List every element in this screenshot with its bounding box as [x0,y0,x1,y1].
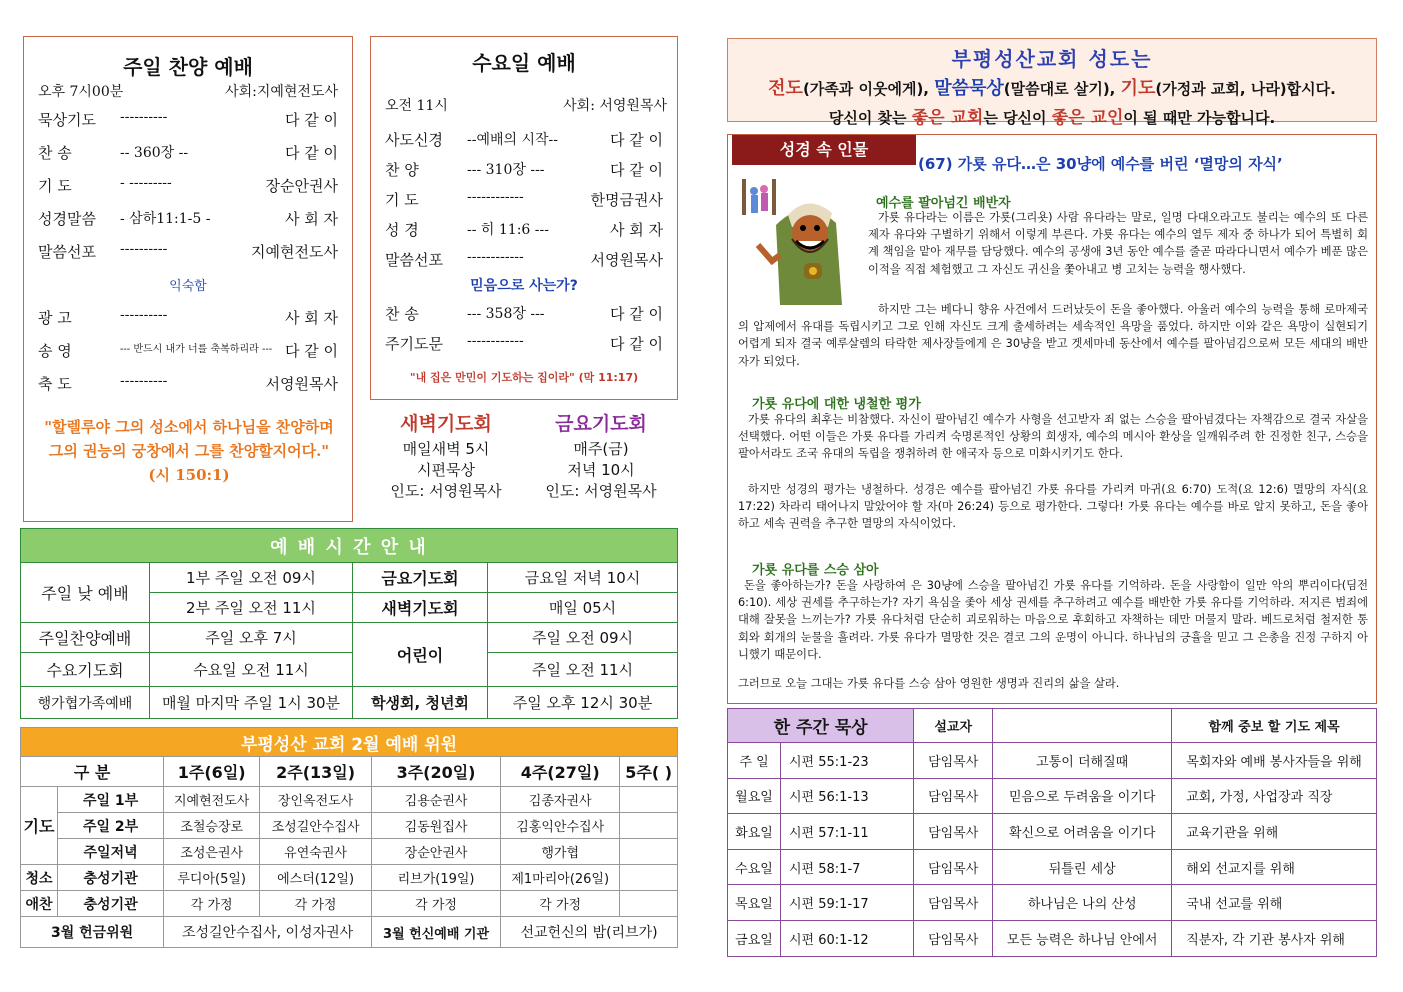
committee-cell: 김동원집사 [371,813,500,839]
weekly-passage: 시편 55:1-23 [781,743,914,779]
banner-title: 부평성산교회 성도는 [951,47,1153,71]
wednesday-box [370,36,678,400]
weekly-preacher: 담임목사 [914,885,993,921]
order-mid: ---------- [120,109,168,125]
weekly-head [993,709,1172,743]
weekly-meditation-table [727,708,1377,957]
schedule-cell: 수요일 오전 11시 [150,653,353,687]
order-label: 찬 송 [38,144,72,162]
sunday-praise-host: 사회:지예현전도사 [225,84,338,100]
order-mid: - --------- [120,175,172,191]
committee-cell: 장인옥전도사 [260,787,372,813]
friday-title: 금요기도회 [555,413,647,435]
schedule-cell: 주일찬양예배 [21,623,150,653]
bible-para-4: 하지만 성경의 평가는 냉철하다. 성경은 예수를 팔아넘긴 가룟 유다를 가리켜 마귀(요 6:70) 도적(요 12:6) 멸망의 자식(요 17:22) 차라리 태어나지 말았어야 할 자(마 26:24) 등으로 평가한다. 그렇다! 가룟 유다는 예수를 바로 알지 못하고, 돈을 좋아하고 세속 권력을 추구한 멸망의 자식이었다. [738,483,1368,531]
schedule-cell: 매월 마지막 주일 1시 30분 [150,687,353,719]
bible-para-1: 가룟 유다라는 이름은 가룟(그리욧) 사람 유다라는 말로, 일명 다대오라고도 불리는 예수의 또 다른 제자 유다와 구별하기 위해서 이렇게 부른다. 가룟 유다는 예수의 열두 제자 중 하나가 되어 특별히 회계 책임을 맡아 재무를 담당했다. 예수의 공생애 3년 동안 예수를 줄곧 따라다니면서 예수가 베푼 많은 이적을 직접 체험했고 그 자신도 귀신을 쫓아내고 병 고치는 능력을 행사했다. [868,211,1368,276]
committee-cell: 에스더(12일) [260,865,372,891]
committee-cell: 5주( ) [620,757,678,787]
committee-cell: 기도 [21,787,58,865]
order-mid: ---------- [120,241,168,257]
feb-title: 부평성산 교회 2월 예배 위원 [21,728,678,757]
schedule-cell: 주일 오후 7시 [150,623,353,653]
schedule-cell: 학생회, 청년회 [353,687,488,719]
committee-cell: 유연숙권사 [260,839,372,865]
order-who: 지예현전도사 [251,243,338,261]
order-mid: ---------- [120,373,168,389]
order-mid: --예배의 시작-- [467,132,558,148]
sunday-praise-box [23,36,353,522]
order-label: 성경말씀 [38,210,96,228]
weekly-preacher: 담임목사 [914,920,993,956]
banner-highlight: 좋은 교회 [911,108,984,128]
dawn-title: 새벽기도회 [400,413,492,435]
committee-cell: 행가협 [501,839,620,865]
church-banner [727,38,1377,128]
committee-cell: 조성길안수집사 [260,813,372,839]
weekly-day: 목요일 [728,885,781,921]
wednesday-title: 수요일 예배 [472,51,576,75]
committee-cell: 리브가(19일) [371,865,500,891]
weekly-day: 화요일 [728,814,781,850]
committee-cell: 충성기관 [58,891,164,917]
order-who: 다 같 이 [284,342,338,360]
weekly-passage: 시편 56:1-13 [781,778,914,814]
banner-text: (가족과 이웃에게), [802,80,935,98]
banner-text: (말씀대로 살기), [1003,80,1121,98]
banner-evangelism: 전도 [768,78,803,99]
wednesday-verse: "내 집은 만민이 기도하는 집이라" (막 11:17) [409,371,639,384]
bible-character-box [727,134,1377,704]
order-mid: ------------ [467,249,524,265]
committee-cell: 주일 2부 [58,813,164,839]
schedule-cell: 새벽기도회 [353,593,488,623]
weekly-preacher: 담임목사 [914,849,993,885]
order-label: 기 도 [38,177,72,195]
bible-para-3: 가룟 유다의 최후는 비참했다. 자신이 팔아넘긴 예수가 사형을 선고받자 죄 없는 스승을 팔아넘겼다는 자책감으로 결국 자살을 선택했다. 어떤 이들은 가룟 유다를 가리켜 숙명론적인 상황의 희생자, 예수의 메시아 환상을 일깨워주려 한 진정한 친구, 스승을 팔아서라도 조국 유대의 독립을 쟁취하려 한 애국자 등으로 미화시키기도 한다. [738,413,1368,461]
order-who: 사 회 자 [284,309,338,327]
banner-highlight: 좋은 교인 [1051,108,1124,128]
order-label: 말씀선포 [385,251,443,269]
table-row [728,743,1377,779]
sunday-praise-time: 오후 7시00분 [38,84,124,100]
bible-subhead-2: 가룟 유다에 대한 냉철한 평가 [752,397,921,412]
order-mid: - 삼하11:1-5 - [120,211,211,227]
sunday-praise-sermon: 익숙함 [169,279,207,294]
schedule-cell: 주일 오전 11시 [488,653,678,687]
schedule-cell: 주일 낮 예배 [21,563,150,623]
weekly-passage: 시편 58:1-7 [781,849,914,885]
order-label: 찬 송 [385,305,419,323]
weekly-prayer-topic: 목회자와 예배 봉사자들을 위해 [1172,743,1377,779]
committee-cell [620,839,678,865]
schedule-cell: 1부 주일 오전 09시 [150,563,353,593]
order-mid: -- 360장 -- [120,145,189,161]
table-row [728,778,1377,814]
weekly-head: 함께 중보 할 기도 제목 [1172,709,1377,743]
committee-cell: 각 가정 [260,891,372,917]
schedule-cell: 수요기도회 [21,653,150,687]
order-who: 다 같 이 [609,305,663,323]
order-who: 다 같 이 [609,335,663,353]
weekly-preacher: 담임목사 [914,743,993,779]
weekly-passage: 시편 59:1-17 [781,885,914,921]
committee-cell: 4주(27일) [501,757,620,787]
committee-cell: 1주(6일) [164,757,260,787]
committee-cell [620,865,678,891]
committee-cell: 각 가정 [371,891,500,917]
table-row [728,885,1377,921]
table-row [728,920,1377,956]
banner-text: 당신이 찾는 [828,109,912,127]
order-label: 광 고 [38,309,72,327]
offer-cell: 조성길안수집사, 이성자권사 [164,917,372,948]
friday-line3: 인도: 서영원목사 [545,482,657,500]
banner-text: (가정과 교회, 나라)합시다. [1155,80,1336,98]
weekly-day: 주 일 [728,743,781,779]
weekly-day: 금요일 [728,920,781,956]
offer-cell: 선교헌신의 밤(리브가) [501,917,678,948]
order-mid: ------------ [467,189,524,205]
weekly-day: 수요일 [728,849,781,885]
committee-cell: 조철승장로 [164,813,260,839]
order-label: 성 경 [385,221,419,239]
banner-text: 는 당신이 [983,109,1052,127]
bible-para-5: 돈을 좋아하는가? 돈을 사랑하여 은 30냥에 스승을 팔아넘긴 가룟 유다를 기억하라. 돈을 사랑함이 일만 악의 뿌리이다(딤전 6:10). 세상 권세를 추구하는가? 자기 욕심을 좇아 세상 권세를 추구하려고 예수를 배반한 가룟 유다를 기억하라. 저지른 범죄에 대해 잘못을 느끼는가? 가룟 유다처럼 단순히 괴로워하는 마음으로 후회하고 자책하는 데만 머물지 말라. 베드로처럼 철저한 통회와 회개의 눈물을 흘려라. 가룟 유다가 멸망한 것은 결코 그의 운명이 아니다. 하나님의 긍휼을 믿고 그 은총을 진정 구하지 아니했기 때문이다. [738,579,1368,661]
order-who: 서영원목사 [265,375,338,393]
sunday-praise-verse: "할렐루야 그의 성소에서 하나님을 찬양하며 그의 권능의 궁창에서 그를 찬양할지어다." (시 150:1) [44,418,334,484]
bible-para-2: 하지만 그는 베다니 향유 사건에서 드러났듯이 돈을 좋아했다. 아울러 예수의 능력을 통해 로마제국의 압제에서 유대를 독립시키고 그로 인해 자신도 크게 출세하려는 세속적인 욕망을 품었다. 하지만 이와 같은 욕망이 실현되기 어렵게 되자 결국 예루살렘의 타락한 제사장들에게 은 30냥을 받고 겟세마네 동산에서 예수를 팔아넘김으로써 모든 세대의 배반자가 되었다. [738,303,1368,368]
order-label: 기 도 [385,191,419,209]
committee-cell: 김홍익안수집사 [501,813,620,839]
weekly-prayer-topic: 국내 선교를 위해 [1172,885,1377,921]
schedule-title: 예 배 시 간 안 내 [21,529,678,563]
order-label: 찬 양 [385,161,419,179]
weekly-sermon-title: 뒤틀린 세상 [993,849,1172,885]
committee-cell [620,813,678,839]
judas-illustration [736,175,864,311]
bible-para-6: 그러므로 오늘 그대는 가룟 유다를 스승 삼아 영원한 생명과 진리의 삶을 살라. [738,677,1120,690]
weekly-prayer-topic: 직분자, 각 기관 봉사자 위해 [1172,920,1377,956]
schedule-cell: 행가협가족예배 [21,687,150,719]
committee-cell: 조성은권사 [164,839,260,865]
order-label: 묵상기도 [38,111,96,129]
bible-subhead-3: 가룟 유다를 스승 삼아 [752,563,879,578]
weekly-sermon-title: 고통이 더해질때 [993,743,1172,779]
friday-line1: 매주(금) [573,440,629,458]
friday-prayer [526,414,676,502]
order-mid: --- 358장 --- [467,306,545,322]
committee-cell [620,891,678,917]
order-who: 서영원목사 [590,251,663,269]
weekly-prayer-topic: 교육기관을 위해 [1172,814,1377,850]
order-who: 다 같 이 [609,131,663,149]
weekly-head: 한 주간 묵상 [728,709,914,743]
order-label: 말씀선포 [38,243,96,261]
order-mid: -- 히 11:6 --- [467,222,549,238]
order-mid: ------------ [467,333,524,349]
worship-schedule-table [20,528,678,719]
committee-cell: 각 가정 [164,891,260,917]
schedule-cell: 매일 05시 [488,593,678,623]
committee-cell: 장순안권사 [371,839,500,865]
weekly-preacher: 담임목사 [914,778,993,814]
order-label: 주기도문 [385,335,443,353]
weekly-sermon-title: 확신으로 어려움을 이기다 [993,814,1172,850]
schedule-cell: 어린이 [353,623,488,687]
weekly-passage: 시편 60:1-12 [781,920,914,956]
order-who: 한명금권사 [590,191,663,209]
table-row [728,814,1377,850]
offer-cell: 3월 헌신예배 기관 [371,917,500,948]
weekly-prayer-topic: 해외 선교지를 위해 [1172,849,1377,885]
offer-cell: 3월 헌금위원 [21,917,164,948]
weekly-passage: 시편 57:1-11 [781,814,914,850]
order-who: 다 같 이 [284,144,338,162]
order-who: 장순안권사 [265,177,338,195]
order-label: 축 도 [38,375,72,393]
weekly-day: 월요일 [728,778,781,814]
weekly-sermon-title: 모든 능력은 하나님 안에서 [993,920,1172,956]
dawn-prayer [372,414,520,502]
dawn-line3: 인도: 서영원목사 [390,482,502,500]
dawn-line1: 매일새벽 5시 [402,440,490,458]
committee-cell: 3주(20일) [371,757,500,787]
committee-cell: 구 분 [21,757,164,787]
banner-line2 [728,74,1376,100]
weekly-preacher: 담임목사 [914,814,993,850]
wednesday-host: 사회: 서영원목사 [563,98,667,114]
committee-cell: 제1마리아(26일) [501,865,620,891]
schedule-cell: 금요기도회 [353,563,488,593]
order-label: 송 영 [38,342,72,360]
wednesday-sermon: 믿음으로 사는가? [470,278,578,294]
weekly-sermon-title: 하나님은 나의 산성 [993,885,1172,921]
order-who: 사 회 자 [284,210,338,228]
order-label: 사도신경 [385,131,443,149]
committee-cell: 김종자권사 [501,787,620,813]
order-who: 사 회 자 [609,221,663,239]
banner-text: 이 될 때만 가능합니다. [1123,109,1276,127]
committee-cell: 각 가정 [501,891,620,917]
weekly-sermon-title: 믿음으로 두려움을 이기다 [993,778,1172,814]
bible-heading: (67) 가룟 유다…은 30냥에 예수를 버린 ‘멸망의 자식’ [918,155,1283,173]
feb-committee-table [20,727,678,948]
order-mid: ---------- [120,307,168,323]
weekly-prayer-topic: 교회, 가정, 사업장과 직장 [1172,778,1377,814]
committee-cell: 지예현전도사 [164,787,260,813]
committee-cell [620,787,678,813]
bible-subhead-1: 예수를 팔아넘긴 배반자 [876,196,1011,211]
committee-cell: 주일 1부 [58,787,164,813]
schedule-cell: 주일 오후 12시 30분 [488,687,678,719]
committee-cell: 애찬 [21,891,58,917]
banner-word: 말씀묵상 [934,78,1004,99]
friday-line2: 저녁 10시 [567,461,635,479]
order-mid: --- 310장 --- [467,162,545,178]
committee-cell: 김용순권사 [371,787,500,813]
committee-cell: 충성기관 [58,865,164,891]
banner-line3 [728,103,1376,128]
committee-cell: 2주(13일) [260,757,372,787]
schedule-cell: 금요일 저녁 10시 [488,563,678,593]
bible-tab: 성경 속 인물 [732,135,916,165]
order-mid: --- 반드시 내가 너를 축복하리라 --- [120,344,273,355]
table-row [728,849,1377,885]
sunday-praise-title: 주일 찬양 예배 [123,55,253,79]
weekly-head: 설교자 [914,709,993,743]
order-who: 다 같 이 [284,111,338,129]
committee-cell: 청소 [21,865,58,891]
schedule-cell: 2부 주일 오전 11시 [150,593,353,623]
committee-cell: 루디아(5일) [164,865,260,891]
committee-cell: 주일저녁 [58,839,164,865]
wednesday-time: 오전 11시 [385,98,448,114]
banner-prayer: 기도 [1120,78,1156,99]
dawn-line2: 시편묵상 [417,461,475,479]
order-who: 다 같 이 [609,161,663,179]
schedule-cell: 주일 오전 09시 [488,623,678,653]
